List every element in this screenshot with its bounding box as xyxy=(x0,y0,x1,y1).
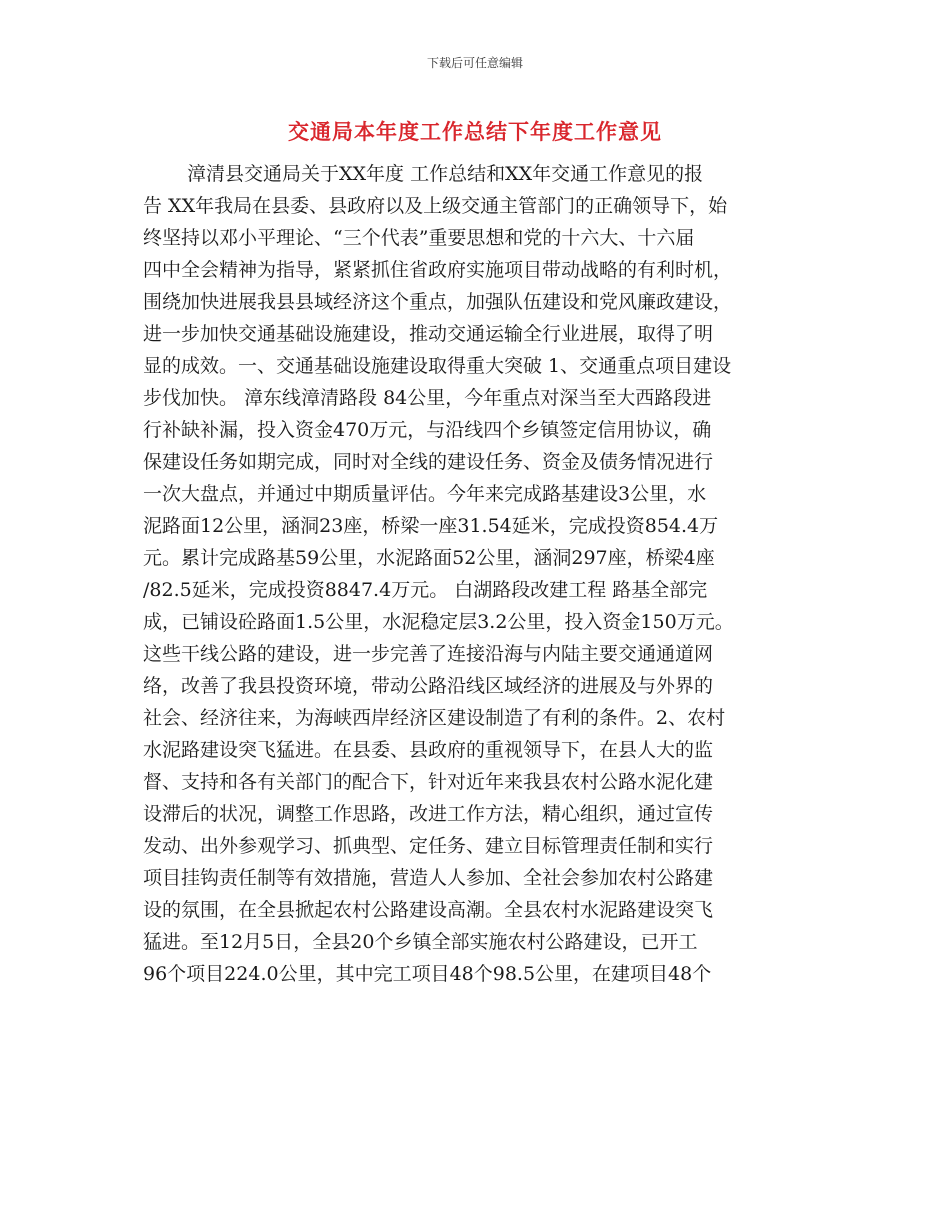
body-line: 水泥路建设突飞猛进。在县委、县政府的重视领导下，在县人大的监 xyxy=(143,739,714,761)
body-line: 设滞后的状况，调整工作思路，改进工作方法，精心组织，通过宣传 xyxy=(143,803,714,825)
document-title: 交通局本年度工作总结下年度工作意见 xyxy=(288,120,662,144)
body-line: 元。累计完成路基59公里，水泥路面52公里，涵洞297座，桥梁4座 xyxy=(143,547,715,569)
body-line: 督、支持和各有关部门的配合下，针对近年来我县农村公路水泥化建 xyxy=(143,771,714,793)
body-line: 告 XX年我局在县委、县政府以及上级交通主管部门的正确领导下，始 xyxy=(143,195,728,217)
body-line: 泥路面12公里，涵洞23座，桥梁一座31.54延米，完成投资854.4万 xyxy=(143,515,719,537)
body-line: 围绕加快进展我县县域经济这个重点，加强队伍建设和党风廉政建设， xyxy=(143,291,733,313)
body-line: 一次大盘点，并通过中期质量评估。今年来完成路基建设3公里，水 xyxy=(143,483,707,505)
body-line: /82.5延米，完成投资8847.4万元。 白湖路段改建工程 路基全部完 xyxy=(143,579,708,601)
body-line: 络，改善了我县投资环境，带动公路沿线区域经济的进展及与外界的 xyxy=(143,675,714,697)
body-line: 显的成效。一、交通基础设施建设取得重大突破 1、交通重点项目建设 xyxy=(143,355,732,377)
body-line: 成，已铺设砼路面1.5公里，水泥稳定层3.2公里，投入资金150万元。 xyxy=(143,611,734,633)
body-line: 终坚持以邓小平理论、“三个代表”重要思想和党的十六大、十六届 xyxy=(143,227,695,249)
body-line: 这些干线公路的建设，进一步完善了连接沿海与内陆主要交通通道网 xyxy=(143,643,714,665)
body-line: 步伐加快。 漳东线漳清路段 84公里，今年重点对深当至大西路段进 xyxy=(143,387,712,409)
body-line: 四中全会精神为指导，紧紧抓住省政府实施项目带动战略的有利时机， xyxy=(143,259,733,281)
body-line: 保建设任务如期完成，同时对全线的建设任务、资金及债务情况进行 xyxy=(143,451,714,473)
body-line: 社会、经济往来，为海峡西岸经济区建设制造了有利的条件。2、农村 xyxy=(143,707,726,729)
page-header: 下载后可任意编辑 xyxy=(426,56,523,70)
body-line: 进一步加快交通基础设施建设，推动交通运输全行业进展，取得了明 xyxy=(143,323,714,345)
body-line: 漳清县交通局关于XX年度 工作总结和XX年交通工作意见的报 xyxy=(187,163,704,185)
body-line: 项目挂钩责任制等有效措施，营造人人参加、全社会参加农村公路建 xyxy=(143,867,714,889)
body-line: 设的氛围，在全县掀起农村公路建设高潮。全县农村水泥路建设突飞 xyxy=(143,899,714,921)
body-line: 发动、出外参观学习、抓典型、定任务、建立目标管理责任制和实行 xyxy=(143,835,714,857)
body-line: 96个项目224.0公里，其中完工项目48个98.5公里，在建项目48个 xyxy=(143,963,712,985)
body-line: 行补缺补漏，投入资金470万元，与沿线四个乡镇签定信用协议，确 xyxy=(143,419,712,441)
body-line: 猛进。至12月5日，全县20个乡镇全部实施农村公路建设，已开工 xyxy=(143,931,698,953)
